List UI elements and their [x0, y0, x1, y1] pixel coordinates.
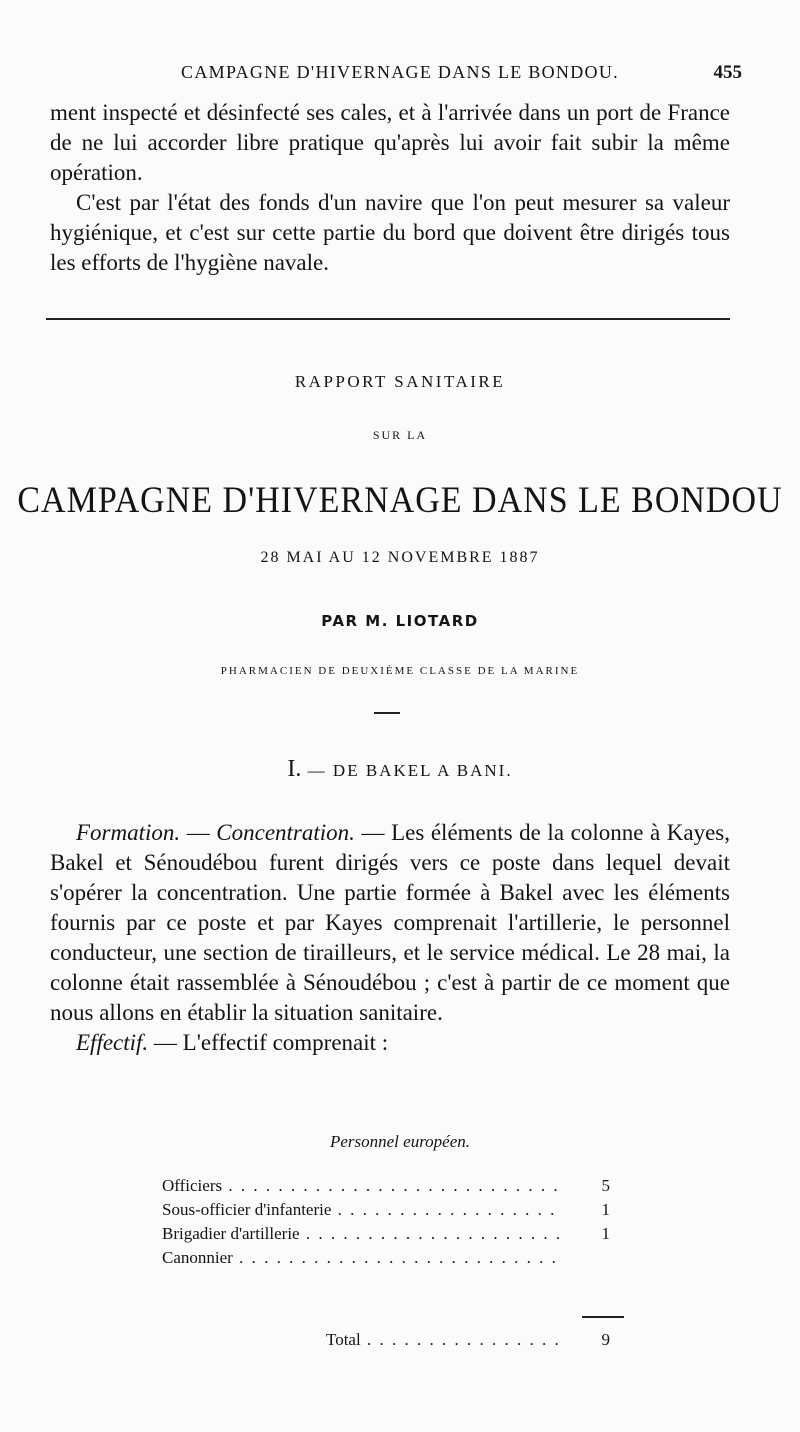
author-title: PHARMACIEN DE DEUXIÈME CLASSE DE LA MARINE — [220, 665, 580, 677]
campaign-title: CAMPAGNE D'HIVERNAGE DANS LE BONDOU — [17, 480, 783, 521]
formation-heading: Formation. — [76, 820, 181, 845]
total-value: 9 — [601, 1330, 610, 1349]
total-row — [326, 1330, 610, 1354]
intro-paragraph-2: C'est par l'état des fonds d'un navire que l'on peut mesurer sa valeur hygiénique, et c'est sur cette partie du bord que doivent être dirigés tous les efforts de l'hygiène navale. — [50, 190, 730, 275]
row-label: Brigadier d'artillerie . . . — [162, 1222, 562, 1246]
row-label: Canonnier . . . — [162, 1246, 562, 1270]
report-dates: 28 MAI AU 12 NOVEMBRE 1887 — [260, 549, 540, 566]
row-value: 5 — [601, 1176, 610, 1195]
report-sur: SUR LA — [372, 428, 428, 442]
intro-paragraph-1: ment inspecté et désinfecté ses cales, et à l'arrivée dans un port de France de ne lui accorder libre pratique qu'après lui avoir fait subir la même opération. — [50, 100, 730, 185]
row-label: Officiers . . . — [162, 1174, 562, 1198]
effectif-body: — L'effectif comprenait : — [148, 1030, 389, 1055]
report-author: PAR M. LIOTARD — [321, 612, 479, 630]
formation-paragraph — [50, 818, 730, 1028]
row-value: 1 — [601, 1224, 610, 1243]
row-label: Sous-officier d'infanterie . . . — [162, 1198, 562, 1222]
formation-body: — Les éléments de la colonne à Kayes, Bakel et Sénoudébou furent dirigés vers ce poste dans lequel devait s'opérer la concentration. Une partie formée à Bakel avec les éléments fournis par ce poste et par Kayes comprenait l'artillerie, le personnel conducteur, une section de tirailleurs, et le service médical. Le 28 mai, la colonne était rassemblée à Sénoudébou ; c'est à partir de ce moment que nous allons en établir la situation sanitaire. — [50, 820, 730, 1025]
section-divider-rule — [46, 318, 730, 320]
section-number: I. — [287, 756, 302, 782]
row-value: 1 — [601, 1200, 610, 1219]
table-row — [162, 1222, 610, 1246]
intro-text — [50, 98, 730, 278]
short-divider-rule — [374, 712, 400, 714]
table-row — [162, 1174, 610, 1198]
section-heading — [0, 756, 800, 783]
running-title: CAMPAGNE D'HIVERNAGE DANS LE BONDOU. — [181, 62, 619, 82]
report-title: RAPPORT SANITAIRE — [294, 372, 506, 391]
running-head — [0, 62, 800, 86]
staff-table-caption: Personnel européen. — [329, 1132, 471, 1151]
effectif-heading: Effectif. — [76, 1030, 149, 1055]
section-dash: — — [307, 761, 327, 780]
formation-dash: — — [180, 820, 217, 845]
staff-table — [162, 1174, 610, 1270]
effectif-paragraph — [50, 1028, 730, 1058]
page-number: 455 — [713, 62, 742, 83]
table-row — [162, 1246, 610, 1270]
formation-text — [50, 818, 730, 1058]
total-label: Total . . . — [326, 1330, 566, 1350]
total-rule — [582, 1316, 624, 1318]
concentration-heading: Concentration. — [216, 820, 355, 845]
section-title: DE BAKEL A BANI. — [332, 761, 513, 780]
table-row — [162, 1198, 610, 1222]
